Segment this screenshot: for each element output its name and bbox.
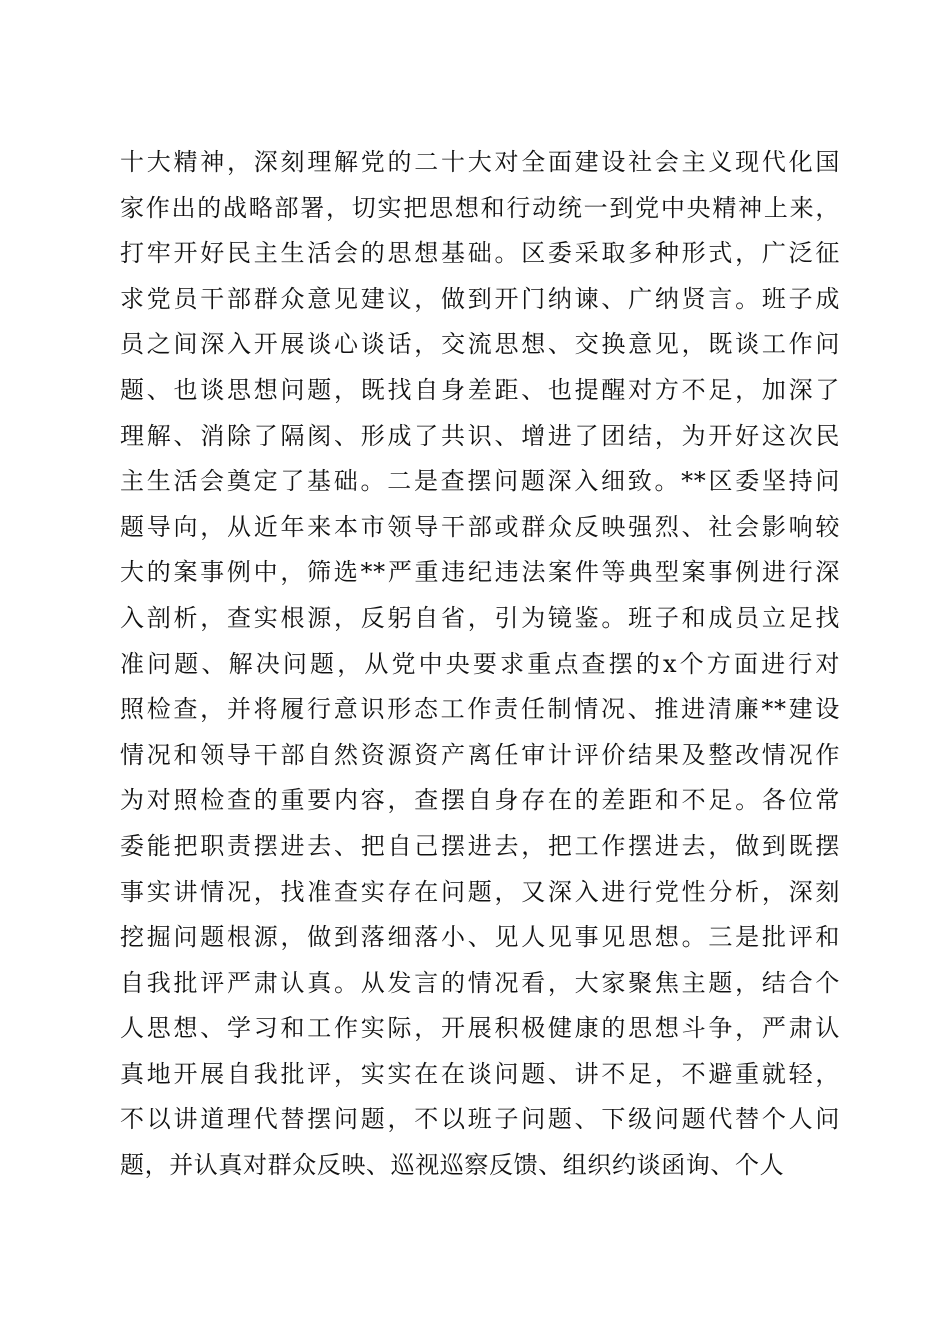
text-line-10: 大的案事例中，筛选**严重违纪违法案件等典型案事例进行深 bbox=[120, 558, 840, 587]
text-line-3: 打牢开好民主生活会的思想基础。区委采取多种形式，广泛征 bbox=[120, 239, 840, 268]
text-line-1: 十大精神，深刻理解党的二十大对全面建设社会主义现代化国 bbox=[120, 148, 840, 176]
text-line-16: 委能把职责摆进去、把自己摆进去，把工作摆进去，做到既摆 bbox=[120, 831, 840, 860]
text-line-19: 自我批评严肃认真。从发言的情况看，大家聚焦主题，结合个 bbox=[120, 968, 840, 997]
body-paragraph bbox=[120, 140, 840, 1189]
text-line-9: 题导向，从近年来本市领导干部或群众反映强烈、社会影响较 bbox=[120, 512, 840, 541]
text-line-2: 家作出的战略部署，切实把思想和行动统一到党中央精神上来， bbox=[120, 193, 840, 222]
text-line-7: 理解、消除了隔阂、形成了共识、增进了团结，为开好这次民 bbox=[120, 421, 840, 450]
text-line-12: 准问题、解决问题，从党中央要求重点查摆的x个方面进行对 bbox=[120, 649, 840, 678]
text-line-11: 入剖析，查实根源，反躬自省，引为镜鉴。班子和成员立足找 bbox=[120, 603, 840, 632]
text-line-13: 照检查，并将履行意识形态工作责任制情况、推进清廉**建设 bbox=[120, 695, 840, 724]
text-line-14: 情况和领导干部自然资源资产离任审计评价结果及整改情况作 bbox=[120, 740, 840, 769]
text-line-22: 不以讲道理代替摆问题，不以班子问题、下级问题代替个人问 bbox=[120, 1105, 840, 1134]
text-line-20: 人思想、学习和工作实际，开展积极健康的思想斗争，严肃认 bbox=[120, 1014, 840, 1043]
text-line-23: 题，并认真对群众反映、巡视巡察反馈、组织约谈函询、个人 bbox=[120, 1151, 785, 1180]
text-line-18: 挖掘问题根源，做到落细落小、见人见事见思想。三是批评和 bbox=[120, 923, 840, 952]
text-line-5: 员之间深入开展谈心谈话，交流思想、交换意见，既谈工作问 bbox=[120, 330, 840, 359]
text-line-15: 为对照检查的重要内容，查摆自身存在的差距和不足。各位常 bbox=[120, 786, 840, 815]
text-line-6: 题、也谈思想问题，既找自身差距、也提醒对方不足，加深了 bbox=[120, 375, 840, 404]
text-line-4: 求党员干部群众意见建议，做到开门纳谏、广纳贤言。班子成 bbox=[120, 284, 840, 313]
text-line-21: 真地开展自我批评，实实在在谈问题、讲不足，不避重就轻， bbox=[120, 1059, 840, 1088]
text-line-8: 主生活会奠定了基础。二是查摆问题深入细致。**区委坚持问 bbox=[120, 467, 840, 496]
text-line-17: 事实讲情况，找准查实存在问题，又深入进行党性分析，深刻 bbox=[120, 877, 840, 906]
